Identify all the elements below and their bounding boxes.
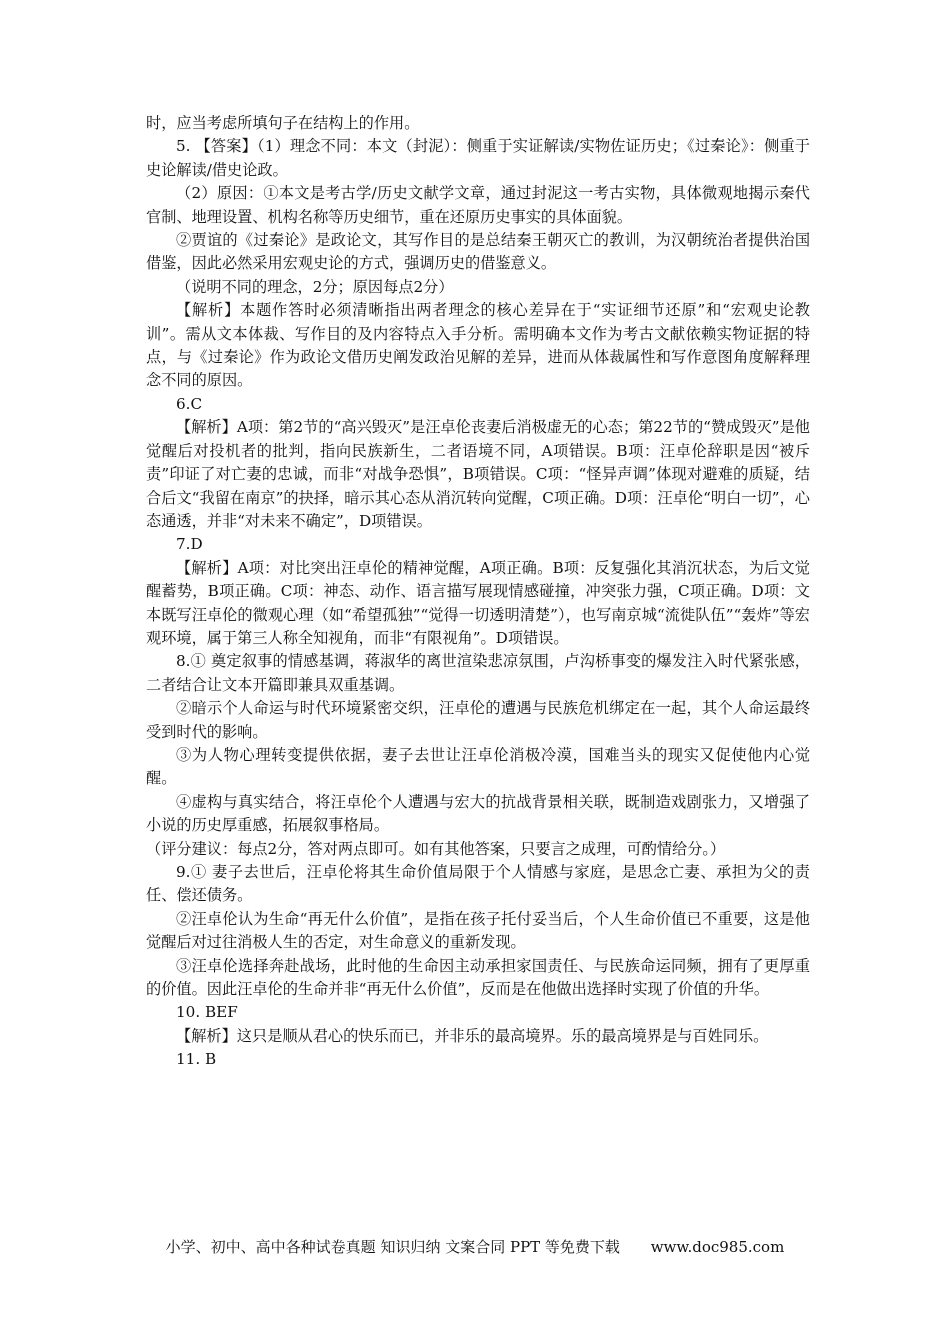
paragraph: 【解析】这只是顺从君心的快乐而已，并非乐的最高境界。乐的最高境界是与百姓同乐。: [176, 1026, 769, 1045]
paragraph: ④虚构与真实结合，将汪卓伦个人遭遇与宏大的抗战背景相关联，既制造戏剧张力，又增强了小说的历史厚重感，拓展叙事格局。: [146, 792, 810, 835]
paragraph: ②贾谊的《过秦论》是政论文，其写作目的是总结秦王朝灭亡的教训，为汉朝统治者提供治国借鉴，因此必然采用宏观史论的方式，强调历史的借鉴意义。: [146, 231, 810, 273]
paragraph: ③为人物心理转变提供依据，妻子去世让汪卓伦消极冷漠，国难当头的现实又促使他内心觉醒。: [146, 745, 810, 788]
paragraph: ②暗示个人命运与时代环境紧密交织，汪卓伦的遭遇与民族危机绑定在一起，其个人命运最终受到时代的影响。: [146, 699, 810, 741]
paragraph: 11. B: [176, 1050, 217, 1069]
paragraph: 8.① 奠定叙事的情感基调，蒋淑华的离世渲染悲凉氛围，卢沟桥事变的爆发注入时代紧张感，二者结合让文本开篇即兼具双重基调。: [146, 652, 810, 694]
footer-url[interactable]: www.doc985.com: [650, 1238, 785, 1256]
footer-text: 小学、初中、高中各种试卷真题 知识归纳 文案合同 PPT 等免费下载: [165, 1238, 620, 1256]
paragraph: （评分建议：每点2分，答对两点即可。如有其他答案，只要言之成理，可酌情给分。）: [146, 839, 726, 858]
paragraph: （说明不同的理念，2分；原因每点2分）: [176, 277, 454, 296]
paragraph: ②汪卓伦认为生命“再无什么价值”，是指在孩子托付妥当后，个人生命价值已不重要，这是他觉醒后对过往消极人生的否定，对生命意义的重新发现。: [146, 909, 810, 952]
paragraph: 5. 【答案】（1）理念不同：本文（封泥）：侧重于实证解读/实物佐证历史；《过秦论》：侧重于史论解读/借史论政。: [146, 137, 810, 179]
paragraph: 6.C: [176, 394, 203, 413]
document-body: [146, 112, 810, 1072]
paragraph: 【解析】A项：对比突出汪卓伦的精神觉醒，A项正确。B项：反复强化其消沉状态，为后文觉醒蓄势，B项正确。C项：神态、动作、语言描写展现情感碰撞，冲突张力强，C项正确。D项：文本既写汪卓伦的微观心理（如“希望孤独”“觉得一切透明清楚”），也写南京城“流徙队伍”“轰炸”等宏观环境，属于第三人称全知视角，而非“有限视角”。D项错误。: [146, 558, 810, 647]
paragraph: 10. BEF: [176, 1003, 238, 1022]
paragraph: 【解析】A项：第2节的“高兴毁灭”是汪卓伦丧妻后消极虚无的心态；第22节的“赞成毁灭”是他觉醒后对投机者的批判，指向民族新生，二者语境不同，A项错误。B项：汪卓伦辞职是因“被斥责”印证了对亡妻的忠诚，而非“对战争恐惧”，B项错误。C项：“怪异声调”体现对避难的质疑，结合后文“我留在南京”的抉择，暗示其心态从消沉转向觉醒，C项正确。D项：汪卓伦“明白一切”，心态通透，并非“对未来不确定”，D项错误。: [146, 418, 810, 530]
paragraph: 【解析】本题作答时必须清晰指出两者理念的核心差异在于“实证细节还原”和“宏观史论教训”。需从文本体裁、写作目的及内容特点入手分析。需明确本文作为考古文献依赖实物证据的特点，与《过秦论》作为政论文借历史阐发政治见解的差异，进而从体裁属性和写作意图角度解释理念不同的原因。: [146, 301, 810, 390]
paragraph: 7.D: [176, 535, 203, 554]
paragraph: （2）原因：①本文是考古学/历史文献学文章，通过封泥这一考古实物，具体微观地揭示秦代官制、地理设置、机构名称等历史细节，重在还原历史事实的具体面貌。: [146, 184, 810, 226]
paragraph: 时，应当考虑所填句子在结构上的作用。: [146, 114, 420, 132]
page-footer: [0, 1236, 950, 1257]
paragraph: 9.① 妻子去世后，汪卓伦将其生命价值局限于个人情感与家庭，是思念亡妻、承担为父的责任、偿还债务。: [146, 863, 810, 905]
paragraph: ③汪卓伦选择奔赴战场，此时他的生命因主动承担家国责任、与民族命运同频，拥有了更厚重的价值。因此汪卓伦的生命并非“再无什么价值”，反而是在他做出选择时实现了价值的升华。: [146, 956, 810, 999]
